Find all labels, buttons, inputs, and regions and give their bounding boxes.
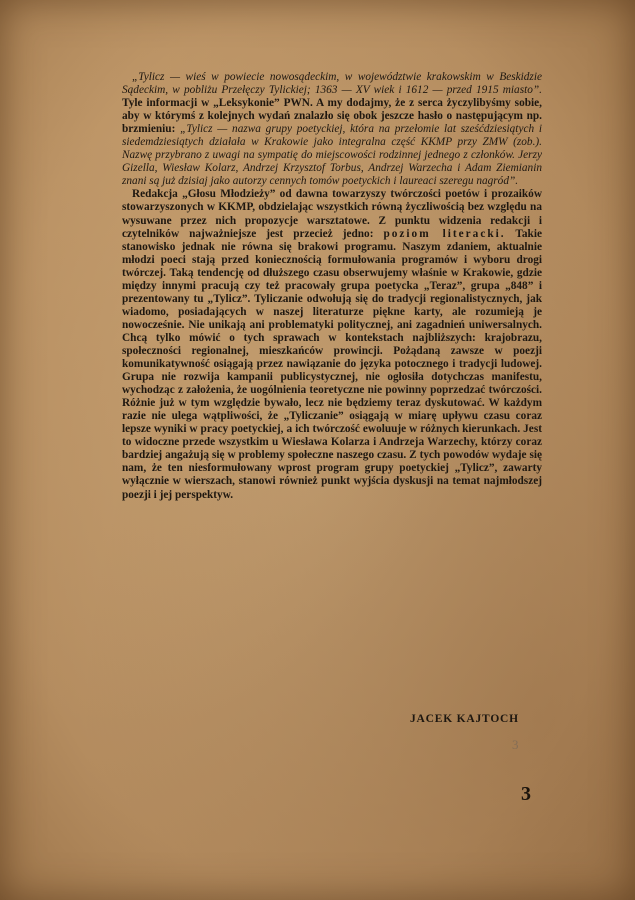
emphasized-phrase: poziom literacki.: [383, 227, 506, 240]
lexicon-quote: „Tylicz — wieś w powiecie nowosądeckim, w województwie krakowskim w Beskidzie Sądeckim, w pobliżu Przełęczy Tylickiej; 1363 — XV wiek i 1612 — przed 1915 miasto”.: [122, 71, 542, 97]
page-number: 3: [521, 783, 531, 805]
pencil-annotation: 3: [512, 737, 519, 752]
proposed-entry: „Tylicz — nazwa grupy poetyckiej, która na przełomie lat sześćdziesiątych i siedemdziesiątych działała w Krakowie jako integralna część KKMP przy ZMW (zob.). Nazwę przybrano z uwagi na sympatię do miejscowości rodzinnej jednego z członków. Jerzy Gizella, Wiesław Kolarz, Andrzej Krzysztof Torbus, Andrzej Warzecha i Adam Ziemianin znani są już dzisiaj jako autorzy cennych tomów poetyckich i laureaci szeregu nagród”.: [122, 123, 542, 188]
main-text-rest: Takie stanowisko jednak nie równa się brakowi programu. Naszym zdaniem, aktualnie młodzi poeci stają przed koniecznością formułowania programów i wyboru drogi twórczej. Taką tendencję od dłuższego czasu obserwujemy właśnie w Krakowie, gdzie między innymi pracują czy też pracowały grupa poetycka „Teraz”, grupa „848” i prezentowany tu „Tylicz”. Tyliczanie odwołują się do tradycji regionalistycznych, jak wiadomo, posiadających w naszej literaturze piękne karty, ale rozumieją je nowocześnie. Nie unikają ani problematyki politycznej, ani zagadnień uniwersalnych. Chcą tylko mówić o tych sprawach w kontekstach najbliższych: krajobrazu, społeczności regionalnej, mieszkańców prowincji. Pożądaną zawsze w poezji komunikatywność osiągają przez nawiązanie do języka potocznego i tradycji ludowej. Grupa nie rozwija kampanii publicystycznej, nie ogłosiła dotychczas manifestu, wychodząc z założenia, że uogólnienia teoretyczne nie powinny poprzedzać twórczości. Różnie już w tym względzie bywało, lecz nie będziemy teraz dyskutować. W każdym razie nie ulega wątpliwości, że „Tyliczanie” osiągają w miarę upływu czasu coraz lepsze wyniki w pracy poetyckiej, a ich twórczość ewoluuje w różnych kierunkach. Jest to widoczne przede wszystkim u Wiesława Kolarza i Andrzeja Warzechy, którzy coraz bardziej angażują się w problemy społeczne naszego czasu. Z tych powodów wydaje się nam, że ten niesformułowany wprost program grupy poetyckiej „Tylicz”, zawarty wyłącznie w wierszach, stanowi również punkt wyjścia dyskusji na temat najmłodszej poezji i jej perspektyw.: [122, 227, 542, 501]
intro-paragraph: [122, 71, 542, 188]
main-text-start: Redakcja „Głosu Młodzieży” od dawna towarzyszy twórczości poetów i prozaików stowarzyszonych w KKMP, obdzielając wszystkich równą życzliwością bez względu na wysuwane przez nich propozycje warsztatowe. Z punktu widzenia redakcji i czytelników najważniejsze jest przecież jedno:: [122, 188, 542, 240]
main-paragraph: [122, 188, 542, 501]
article-text: [122, 71, 542, 502]
intro-commentary: Tyle informacji w „Leksykonie” PWN. A my dodajmy, że z serca życzylibyśmy sobie, aby w którymś z kolejnych wydań znalazło się obok jeszcze hasło o następującym np. brzmieniu:: [122, 97, 542, 136]
author-signature: JACEK KAJTOCH: [410, 713, 519, 725]
